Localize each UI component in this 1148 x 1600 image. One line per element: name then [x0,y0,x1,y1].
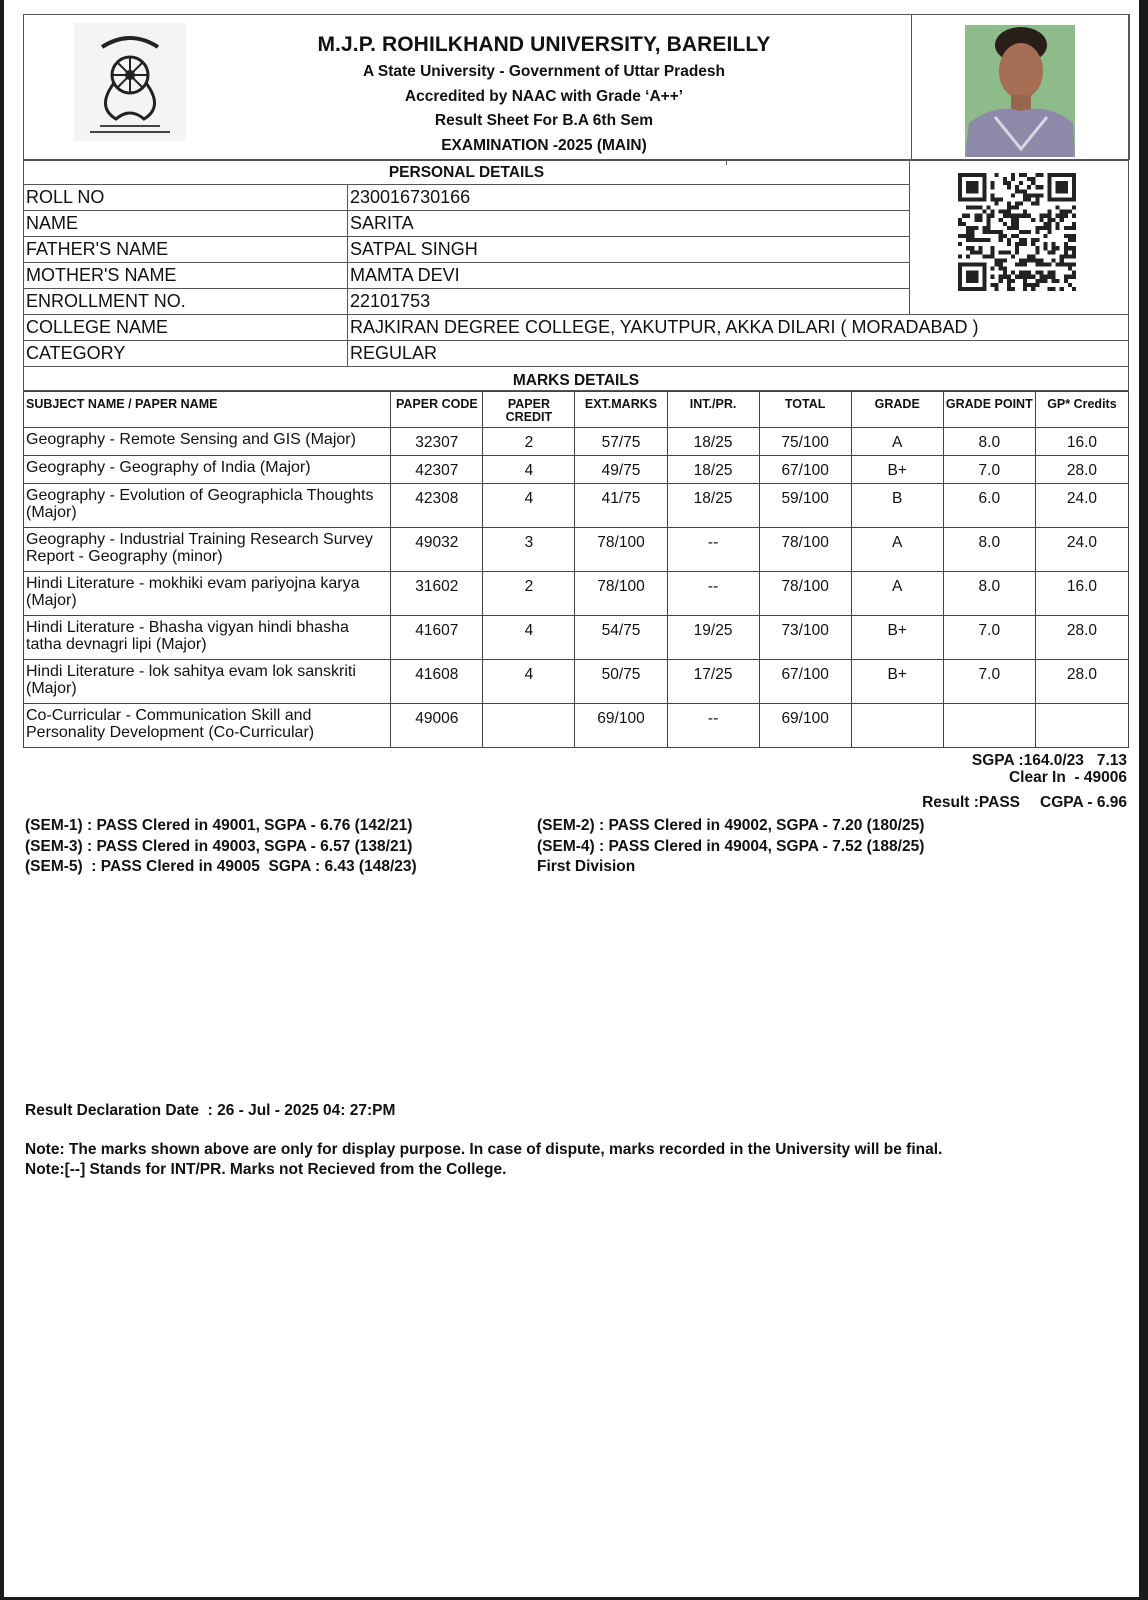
grade-point-cell [943,704,1035,748]
paper-code-cell: 32307 [391,428,483,456]
int-pr-cell: 18/25 [667,484,759,528]
field-label: COLLEGE NAME [24,315,348,341]
int-pr-cell: 18/25 [667,456,759,484]
paper-code-cell: 49006 [391,704,483,748]
total-cell: 78/100 [759,572,851,616]
paper-code-cell: 31602 [391,572,483,616]
accreditation: Accredited by NAAC with Grade ‘A++’ [404,87,684,105]
grade-point-cell: 8.0 [943,572,1035,616]
marks-header-row [24,392,1129,428]
result-declaration-date: Result Declaration Date : 26 - Jul - 2025 04: 27:PM [25,1101,396,1119]
total-cell: 67/100 [759,456,851,484]
paper-credit-cell: 3 [483,528,575,572]
note-int-pr: Note:[--] Stands for INT/PR. Marks not Recieved from the College. [25,1160,507,1178]
paper-credit-cell: 4 [483,484,575,528]
int-pr-cell: 17/25 [667,660,759,704]
paper-credit-cell: 4 [483,456,575,484]
marks-details-title: MARKS DETAILS [23,367,1129,391]
sem-5-result: (SEM-5) : PASS Clered in 49005 SGPA : 6.43 (148/23) [25,858,417,875]
ext-marks-cell: 57/75 [575,428,667,456]
paper-credit-cell [483,704,575,748]
division: First Division [537,858,636,875]
gp-credits-cell: 28.0 [1035,456,1128,484]
marks-row [24,660,1129,704]
paper-code-cell: 42308 [391,484,483,528]
ext-marks-cell: 78/100 [575,528,667,572]
paper-credit-cell: 4 [483,616,575,660]
subject-cell: Co-Curricular - Communication Skill and Personality Development (Co-Curricular) [24,704,391,748]
divider-tick [726,159,727,165]
note-display-purpose: Note: The marks shown above are only for display purpose. In case of dispute, marks recorded in the University will be final. [25,1140,943,1158]
marks-row [24,484,1129,528]
col-grade: GRADE [851,392,943,428]
father-name-value: SATPAL SINGH [348,237,910,263]
name-value: SARITA [348,211,910,237]
field-label: ENROLLMENT NO. [24,289,348,315]
ext-marks-cell: 41/75 [575,484,667,528]
sgpa-value: SGPA :164.0/23 7.13 [971,752,1127,769]
cgpa-value: CGPA - 6.96 [1040,794,1127,811]
sem-3-result: (SEM-3) : PASS Clered in 49003, SGPA - 6.57 (138/21) [25,837,413,855]
col-ext-marks: EXT.MARKS [575,392,667,428]
marks-row [24,456,1129,484]
category-value: REGULAR [348,341,1129,367]
subject-cell: Hindi Literature - mokhiki evam pariyojna karya (Major) [24,572,391,616]
photo-box [911,14,1130,160]
int-pr-cell: -- [667,572,759,616]
result-sheet-title: Result Sheet For B.A 6th Sem [434,112,654,130]
examination-title: EXAMINATION -2025 (MAIN) [441,136,647,154]
sem-1-result: (SEM-1) : PASS Clered in 49001, SGPA - 6.76 (142/21) [25,817,413,834]
field-label: FATHER'S NAME [24,237,348,263]
qr-cell [910,161,1129,315]
gp-credits-cell: 28.0 [1035,660,1128,704]
subject-cell: Geography - Geography of India (Major) [24,456,391,484]
summary [23,748,1129,816]
total-cell: 67/100 [759,660,851,704]
grade-point-cell: 7.0 [943,616,1035,660]
notes [23,1140,1129,1180]
semester-col-right [537,816,924,878]
col-grade-point: GRADE POINT [943,392,1035,428]
roll-no-value: 230016730166 [348,185,910,211]
paper-credit-cell: 4 [483,660,575,704]
paper-credit-cell: 2 [483,572,575,616]
mother-name-value: MAMTA DEVI [348,263,910,289]
total-cell: 73/100 [759,616,851,660]
ext-marks-cell: 49/75 [575,456,667,484]
int-pr-cell: 19/25 [667,616,759,660]
paper-code-cell: 41608 [391,660,483,704]
gp-credits-cell: 16.0 [1035,572,1128,616]
grade-point-cell: 7.0 [943,660,1035,704]
header [23,14,1129,160]
col-paper-credit: PAPER CREDIT [483,392,575,428]
int-pr-cell: 18/25 [667,428,759,456]
grade-point-cell: 7.0 [943,456,1035,484]
int-pr-cell: -- [667,704,759,748]
subject-cell: Geography - Remote Sensing and GIS (Major) [24,428,391,456]
ext-marks-cell: 78/100 [575,572,667,616]
marks-row [24,572,1129,616]
gp-credits-cell: 28.0 [1035,616,1128,660]
personal-row [24,341,1129,367]
total-cell: 75/100 [759,428,851,456]
enrollment-no-value: 22101753 [348,289,910,315]
col-paper-code: PAPER CODE [391,392,483,428]
paper-code-cell: 42307 [391,456,483,484]
grade-cell: B+ [851,456,943,484]
sgpa-block [972,752,1127,786]
clear-in: Clear In - 49006 [1008,769,1127,786]
grade-cell: B+ [851,616,943,660]
paper-code-cell: 41607 [391,616,483,660]
marks-row [24,616,1129,660]
col-total: TOTAL [759,392,851,428]
col-int-pr: INT./PR. [667,392,759,428]
grade-point-cell: 6.0 [943,484,1035,528]
gp-credits-cell: 24.0 [1035,484,1128,528]
grade-point-cell: 8.0 [943,428,1035,456]
grade-cell [851,704,943,748]
subject-cell: Hindi Literature - lok sahitya evam lok sanskriti (Major) [24,660,391,704]
sem-4-result: (SEM-4) : PASS Clered in 49004, SGPA - 7.52 (188/25) [537,837,925,855]
personal-details-table [23,160,1129,367]
total-cell: 59/100 [759,484,851,528]
total-cell: 69/100 [759,704,851,748]
personal-details-title: PERSONAL DETAILS [24,161,910,185]
personal-row [24,315,1129,341]
gp-credits-cell: 16.0 [1035,428,1128,456]
qr-code-icon[interactable] [958,173,1076,291]
grade-cell: A [851,572,943,616]
grade-cell: A [851,428,943,456]
ext-marks-cell: 50/75 [575,660,667,704]
gp-credits-cell: 24.0 [1035,528,1128,572]
subject-cell: Geography - Industrial Training Research Survey Report - Geography (minor) [24,528,391,572]
field-label: ROLL NO [24,185,348,211]
result-sheet [23,14,1129,1180]
field-label: NAME [24,211,348,237]
paper-code-cell: 49032 [391,528,483,572]
marks-row [24,428,1129,456]
subject-cell: Hindi Literature - Bhasha vigyan hindi bhasha tatha devnagri lipi (Major) [24,616,391,660]
grade-cell: B [851,484,943,528]
header-titles [194,33,894,155]
marks-row [24,704,1129,748]
ext-marks-cell: 54/75 [575,616,667,660]
university-subtitle: A State University - Government of Uttar Pradesh [362,63,726,80]
ext-marks-cell: 69/100 [575,704,667,748]
grade-point-cell: 8.0 [943,528,1035,572]
student-photo [965,25,1075,157]
int-pr-cell: -- [667,528,759,572]
grade-cell: B+ [851,660,943,704]
field-label: CATEGORY [24,341,348,367]
marks-table [23,391,1129,748]
semester-history [23,816,1129,878]
field-label: MOTHER'S NAME [24,263,348,289]
col-gp-credits: GP* Credits [1035,392,1128,428]
marks-row [24,528,1129,572]
result-block [922,794,1127,812]
college-name-value: RAJKIRAN DEGREE COLLEGE, YAKUTPUR, AKKA DILARI ( MORADABAD ) [348,315,1129,341]
col-subject: SUBJECT NAME / PAPER NAME [24,392,391,428]
subject-cell: Geography - Evolution of Geographicla Thoughts (Major) [24,484,391,528]
result-status: Result :PASS [922,794,1020,811]
sem-2-result: (SEM-2) : PASS Clered in 49002, SGPA - 7.20 (180/25) [537,817,925,834]
total-cell: 78/100 [759,528,851,572]
university-name: M.J.P. ROHILKHAND UNIVERSITY, BAREILLY [317,33,771,56]
semester-col-left [23,816,537,878]
university-emblem-icon [74,23,186,141]
gp-credits-cell [1035,704,1128,748]
paper-credit-cell: 2 [483,428,575,456]
result-page [4,0,1139,1597]
grade-cell: A [851,528,943,572]
